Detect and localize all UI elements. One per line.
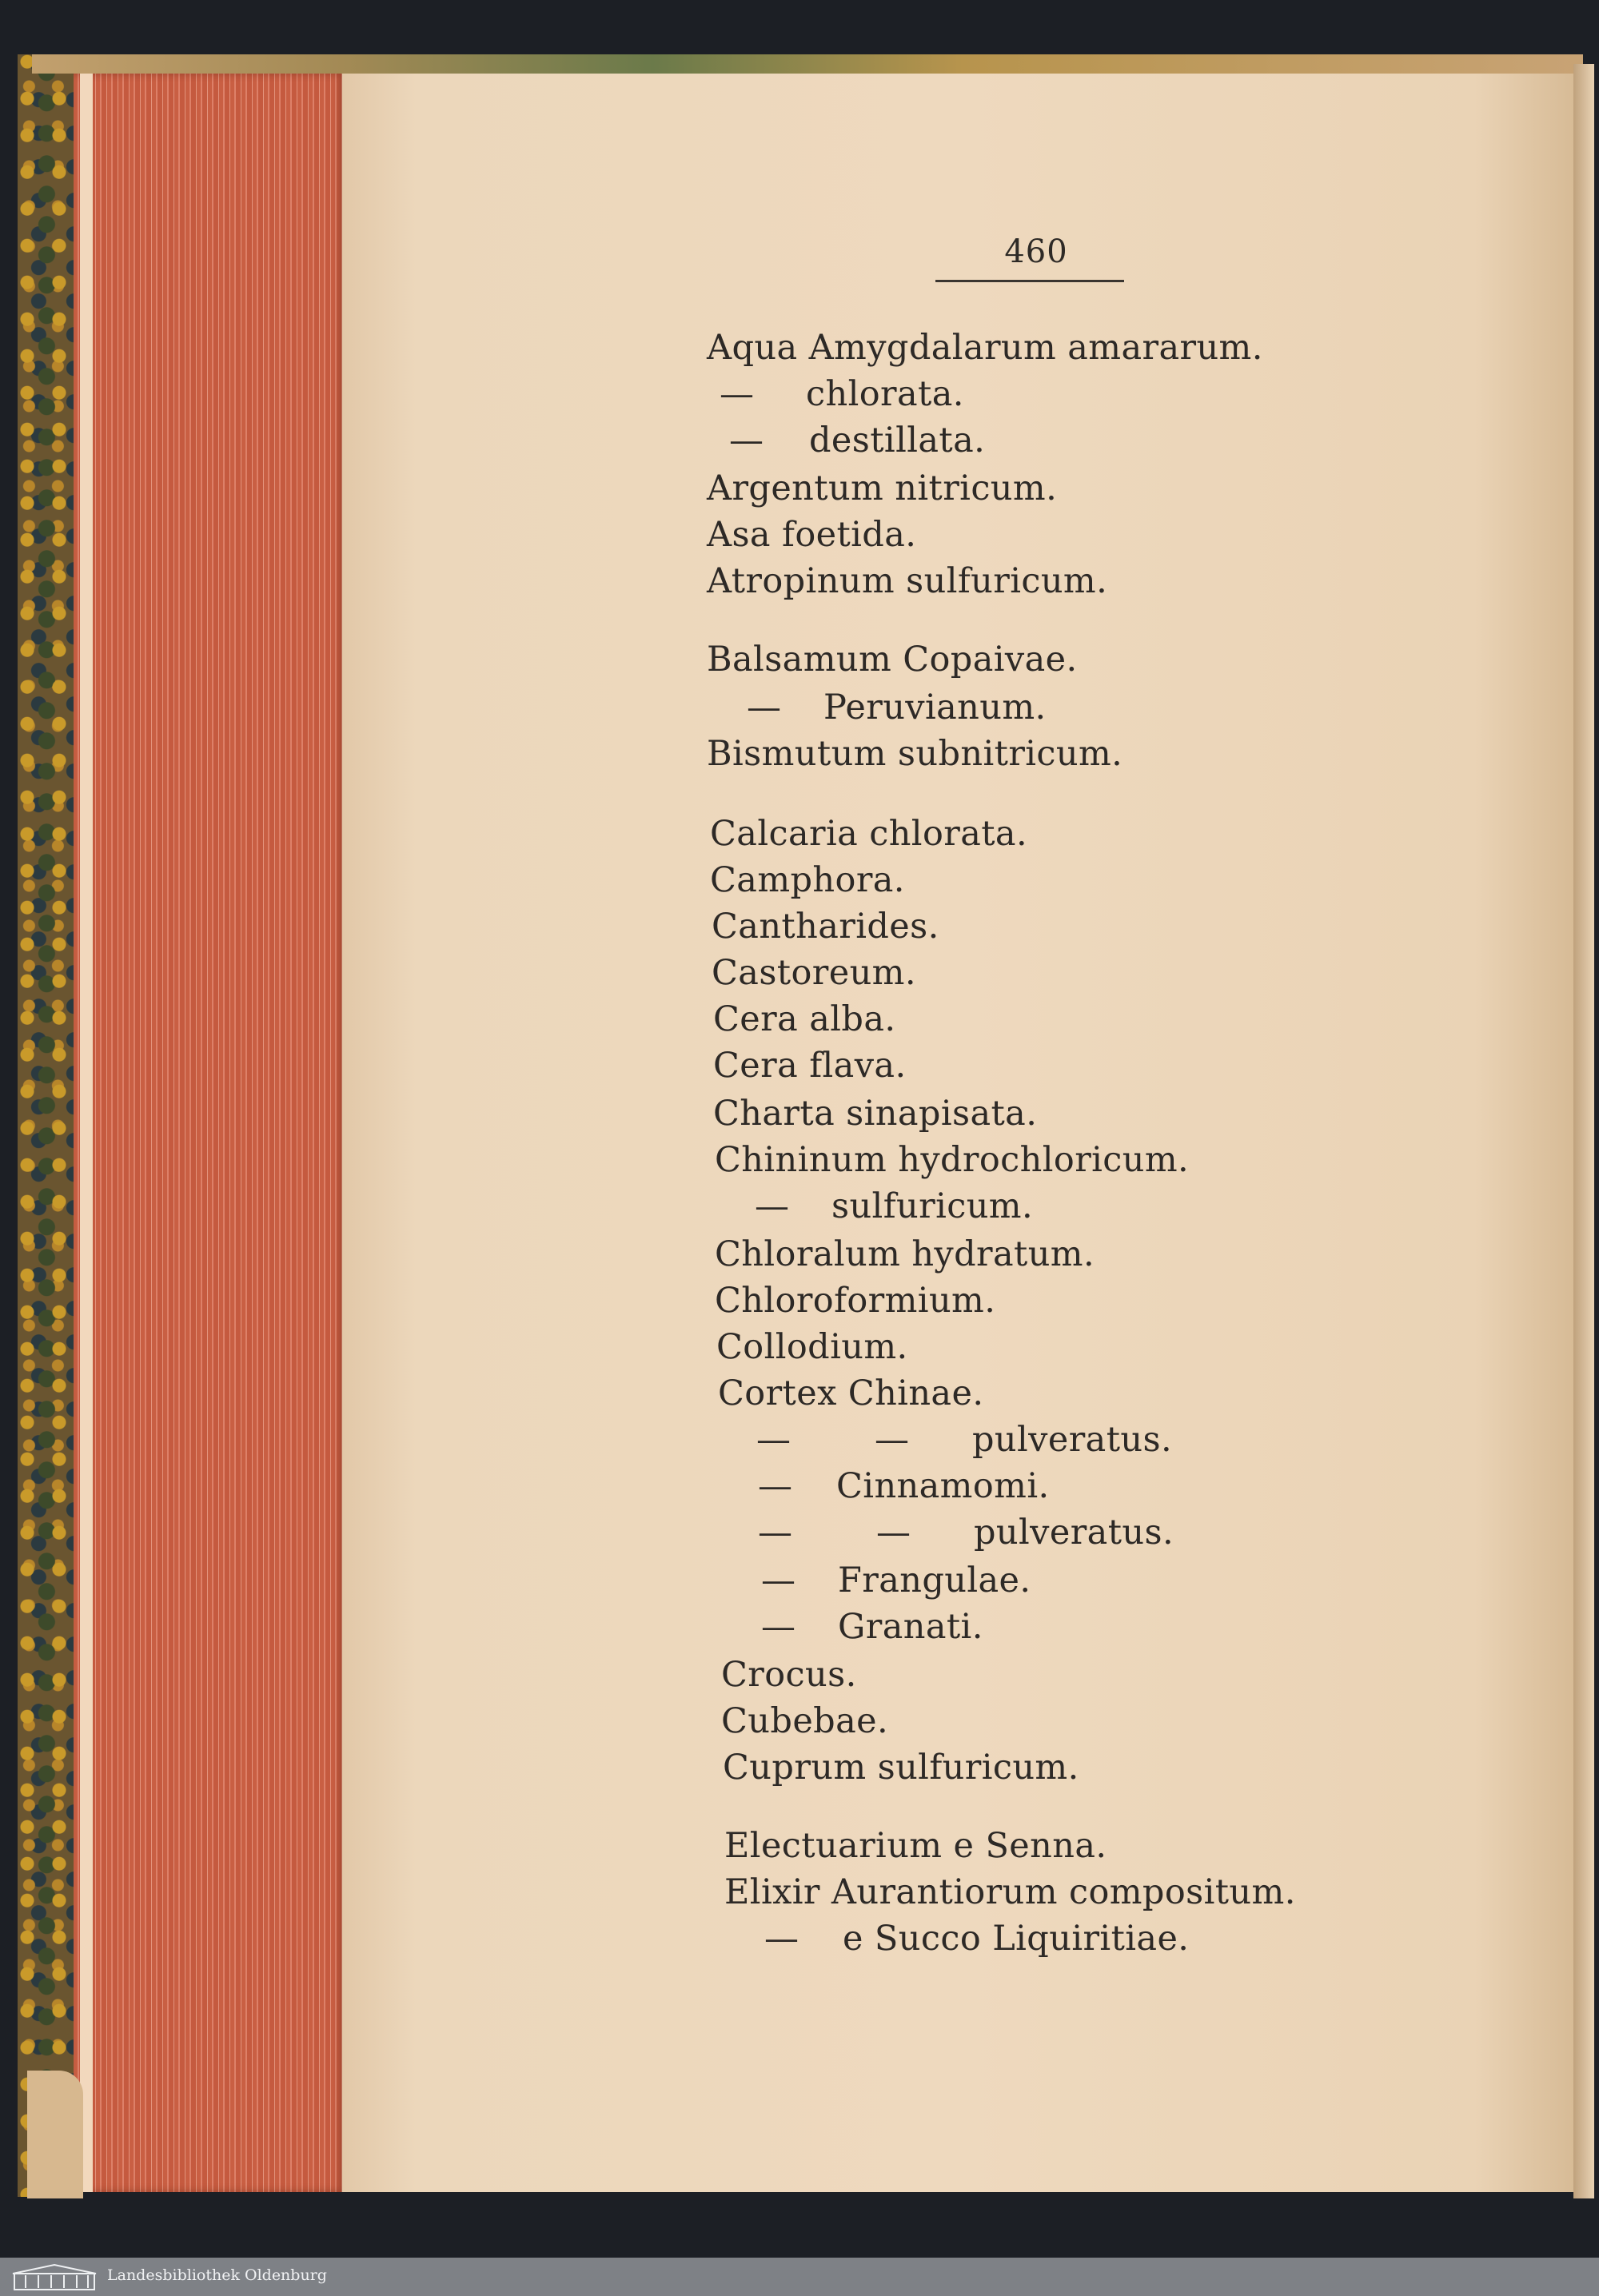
- entry-chloralum-hydratum: Chloralum hydratum.: [715, 1234, 1095, 1274]
- entry-bismutum-subnitricum: Bismutum subnitricum.: [707, 734, 1123, 774]
- library-building-icon: [10, 2262, 99, 2291]
- page-number: 460: [1004, 233, 1068, 270]
- marbled-cover: [18, 54, 82, 2197]
- entry-camphora: Camphora.: [710, 860, 905, 900]
- entry-asa-foetida: Asa foetida.: [707, 515, 917, 555]
- ditto-mark: —: [876, 1513, 911, 1553]
- page-number-rule: [935, 280, 1124, 282]
- entry-cortex-cinnamomi-pulveratus: pulveratus.: [974, 1513, 1174, 1553]
- entry-castoreum: Castoreum.: [712, 953, 916, 993]
- ditto-mark: —: [747, 688, 781, 727]
- ditto-mark: —: [764, 1919, 799, 1959]
- ditto-mark: —: [761, 1607, 796, 1647]
- entry-balsamum-copaivae: Balsamum Copaivae.: [707, 640, 1078, 680]
- ditto-mark: —: [729, 421, 764, 460]
- entry-cortex-chinae-pulveratus: pulveratus.: [972, 1420, 1173, 1460]
- ditto-mark: —: [875, 1420, 909, 1460]
- entry-aqua-chlorata: chlorata.: [806, 374, 964, 414]
- entry-balsamum-peruvianum: Peruvianum.: [823, 688, 1047, 727]
- entry-cortex-granati: Granati.: [838, 1607, 983, 1647]
- ditto-mark: —: [761, 1561, 796, 1600]
- entry-calcaria-chlorata: Calcaria chlorata.: [710, 814, 1028, 854]
- page-right-edge: [1573, 64, 1594, 2198]
- page-stack-highlight: [80, 74, 93, 2192]
- entry-chininum-sulfuricum: sulfuricum.: [831, 1186, 1034, 1226]
- entry-chloroformium: Chloroformium.: [715, 1281, 996, 1321]
- entry-collodium: Collodium.: [716, 1327, 908, 1367]
- entry-cortex-frangulae: Frangulae.: [838, 1561, 1031, 1600]
- entry-cera-flava: Cera flava.: [713, 1046, 907, 1086]
- footer-bar: [0, 2258, 1599, 2296]
- ditto-mark: —: [758, 1466, 792, 1506]
- entry-aqua-amygdalarum: Aqua Amygdalarum amararum.: [707, 328, 1263, 368]
- entry-cubebae: Cubebae.: [721, 1701, 889, 1741]
- entry-cortex-chinae: Cortex Chinae.: [718, 1373, 984, 1413]
- entry-argentum-nitricum: Argentum nitricum.: [707, 468, 1058, 508]
- library-name: Landesbibliothek Oldenburg: [107, 2266, 327, 2284]
- entry-cantharides: Cantharides.: [712, 907, 939, 947]
- entry-elixir-e-succo: e Succo Liquiritiae.: [843, 1919, 1190, 1959]
- entry-crocus: Crocus.: [721, 1655, 857, 1695]
- ditto-mark: —: [756, 1420, 791, 1460]
- cover-top-edge: [32, 54, 1583, 74]
- entry-cuprum-sulfuricum: Cuprum sulfuricum.: [723, 1748, 1079, 1788]
- entry-cortex-cinnamomi: Cinnamomi.: [836, 1466, 1050, 1506]
- cover-corner: [27, 2071, 83, 2198]
- entry-atropinum-sulfuricum: Atropinum sulfuricum.: [707, 561, 1108, 601]
- ditto-mark: —: [755, 1186, 789, 1226]
- ditto-mark: —: [758, 1513, 792, 1553]
- entry-electuarium-e-senna: Electuarium e Senna.: [724, 1826, 1107, 1866]
- entry-charta-sinapisata: Charta sinapisata.: [713, 1094, 1038, 1134]
- entry-elixir-aurantiorum: Elixir Aurantiorum compositum.: [724, 1872, 1296, 1912]
- entry-aqua-destillata: destillata.: [809, 421, 986, 460]
- entry-chininum-hydrochloricum: Chininum hydrochloricum.: [715, 1140, 1190, 1180]
- ditto-mark: —: [720, 374, 754, 414]
- page-stack-edge: [74, 74, 345, 2192]
- entry-cera-alba: Cera alba.: [713, 999, 896, 1039]
